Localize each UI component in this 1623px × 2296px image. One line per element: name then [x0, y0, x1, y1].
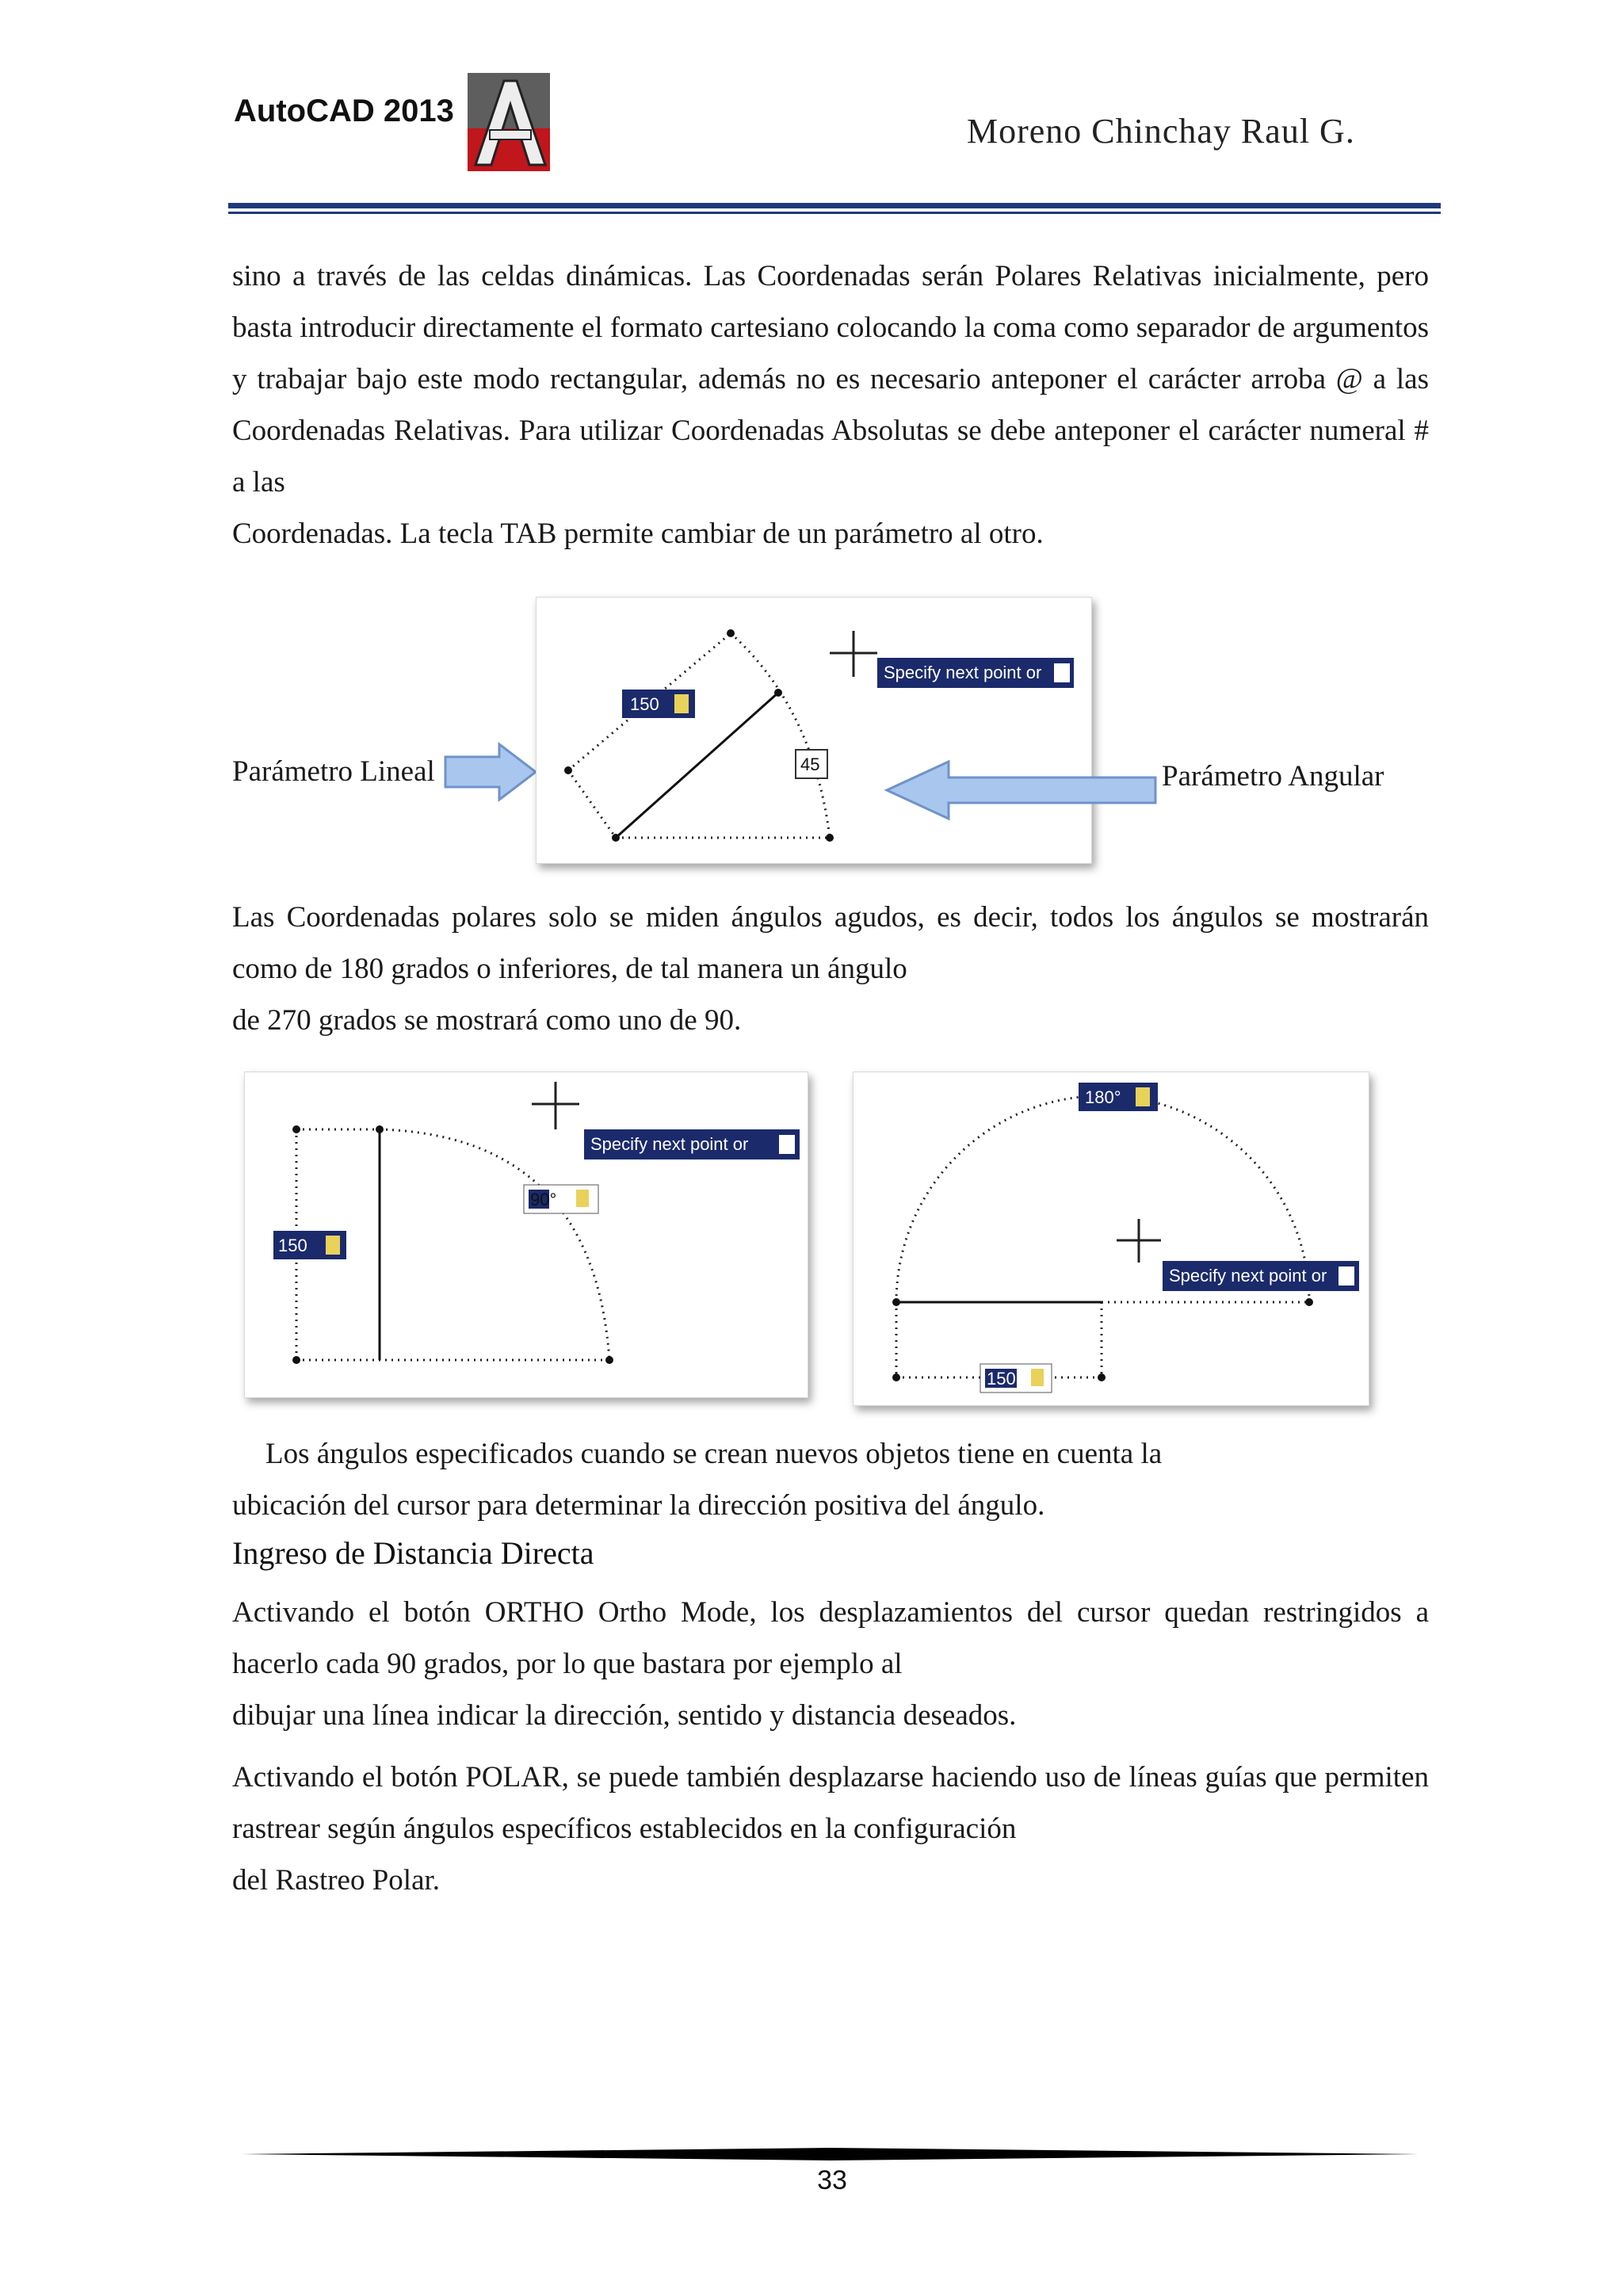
crosshair-icon	[830, 631, 877, 677]
paragraph-dynamic-cells	[232, 250, 1429, 560]
crosshair-icon	[532, 1082, 579, 1129]
angle-value: 45	[800, 755, 820, 774]
length-value: 150	[987, 1369, 1016, 1389]
crosshair-icon	[1117, 1219, 1161, 1263]
dropdown-icon	[1054, 663, 1070, 682]
header-title: AutoCAD 2013	[234, 94, 454, 128]
arrow-right-icon	[444, 741, 539, 806]
paragraph-ortho-mode	[232, 1587, 1429, 1741]
tooltip-specify-next-point: Specify next point or	[884, 663, 1042, 682]
autocad-logo	[468, 73, 550, 171]
paragraph-last-line: Coordenadas. La tecla TAB permite cambiar de un parámetro al otro.	[232, 518, 1044, 550]
angle-value: 90°	[530, 1190, 557, 1209]
lock-icon	[576, 1190, 589, 1207]
lock-icon	[1031, 1369, 1044, 1386]
lock-icon	[1136, 1087, 1150, 1106]
header-author: Moreno Chinchay Raul G.	[967, 112, 1355, 151]
angle-value: 180°	[1085, 1087, 1121, 1107]
figure-angle-90	[244, 1072, 808, 1398]
paragraph-text: Activando el botón POLAR, se puede también desplazarse haciendo uso de líneas guías que permiten rastrear según ángulos específicos establecidos en la configuración	[232, 1761, 1429, 1845]
footer-rule	[242, 2146, 1419, 2162]
page-number: 33	[817, 2165, 847, 2195]
paragraph-acute-angles	[232, 892, 1429, 1046]
lock-icon	[674, 694, 689, 713]
length-value: 150	[630, 694, 659, 714]
dropdown-icon	[779, 1135, 795, 1154]
paragraph-text: Las Coordenadas polares solo se miden ángulos agudos, es decir, todos los ángulos se mostrarán como de 180 grados o inferiores, de tal manera un ángulo	[232, 901, 1429, 985]
paragraph-last-line: dibujar una línea indicar la dirección, sentido y distancia deseados.	[232, 1699, 1017, 1732]
dropdown-icon	[1338, 1266, 1354, 1286]
label-linear-parameter: Parámetro Lineal	[232, 755, 435, 788]
figure-angle-180	[853, 1072, 1369, 1406]
paragraph-text: Activando el botón ORTHO Ortho Mode, los desplazamientos del cursor quedan restringidos a hacerlo cada 90 grados, por lo que bastara por ejemplo al	[232, 1596, 1429, 1680]
length-value: 150	[278, 1236, 307, 1255]
paragraph-last-line: del Rastreo Polar.	[232, 1864, 441, 1897]
paragraph-polar-mode	[232, 1752, 1429, 1906]
paragraph-text: sino a través de las celdas dinámicas. Las Coordenadas serán Polares Relativas inicialmente, pero basta introducir directamente el formato cartesiano colocando la coma como separador de argumentos y trabajar bajo este modo rectangular, además no es necesario anteponer el carácter arroba @ a las Coordenadas Relativas. Para utilizar Coordenadas Absolutas se debe anteponer el carácter numeral # a las	[232, 260, 1429, 499]
tooltip-specify-next-point: Specify next point or	[1169, 1266, 1327, 1286]
paragraph-specified-angles	[232, 1428, 1429, 1531]
arrow-left-icon	[884, 758, 1157, 825]
lock-icon	[326, 1236, 340, 1255]
label-angular-parameter: Parámetro Angular	[1162, 760, 1384, 793]
paragraph-last-line: de 270 grados se mostrará como uno de 90.	[232, 1004, 742, 1037]
section-heading: Ingreso de Distancia Directa	[232, 1535, 594, 1571]
paragraph-text: Los ángulos especificados cuando se crean nuevos objetos tiene en cuenta la	[265, 1438, 1163, 1470]
header-rule	[228, 203, 1441, 217]
tooltip-specify-next-point: Specify next point or	[590, 1134, 749, 1154]
paragraph-last-line: ubicación del cursor para determinar la dirección positiva del ángulo.	[232, 1489, 1045, 1522]
